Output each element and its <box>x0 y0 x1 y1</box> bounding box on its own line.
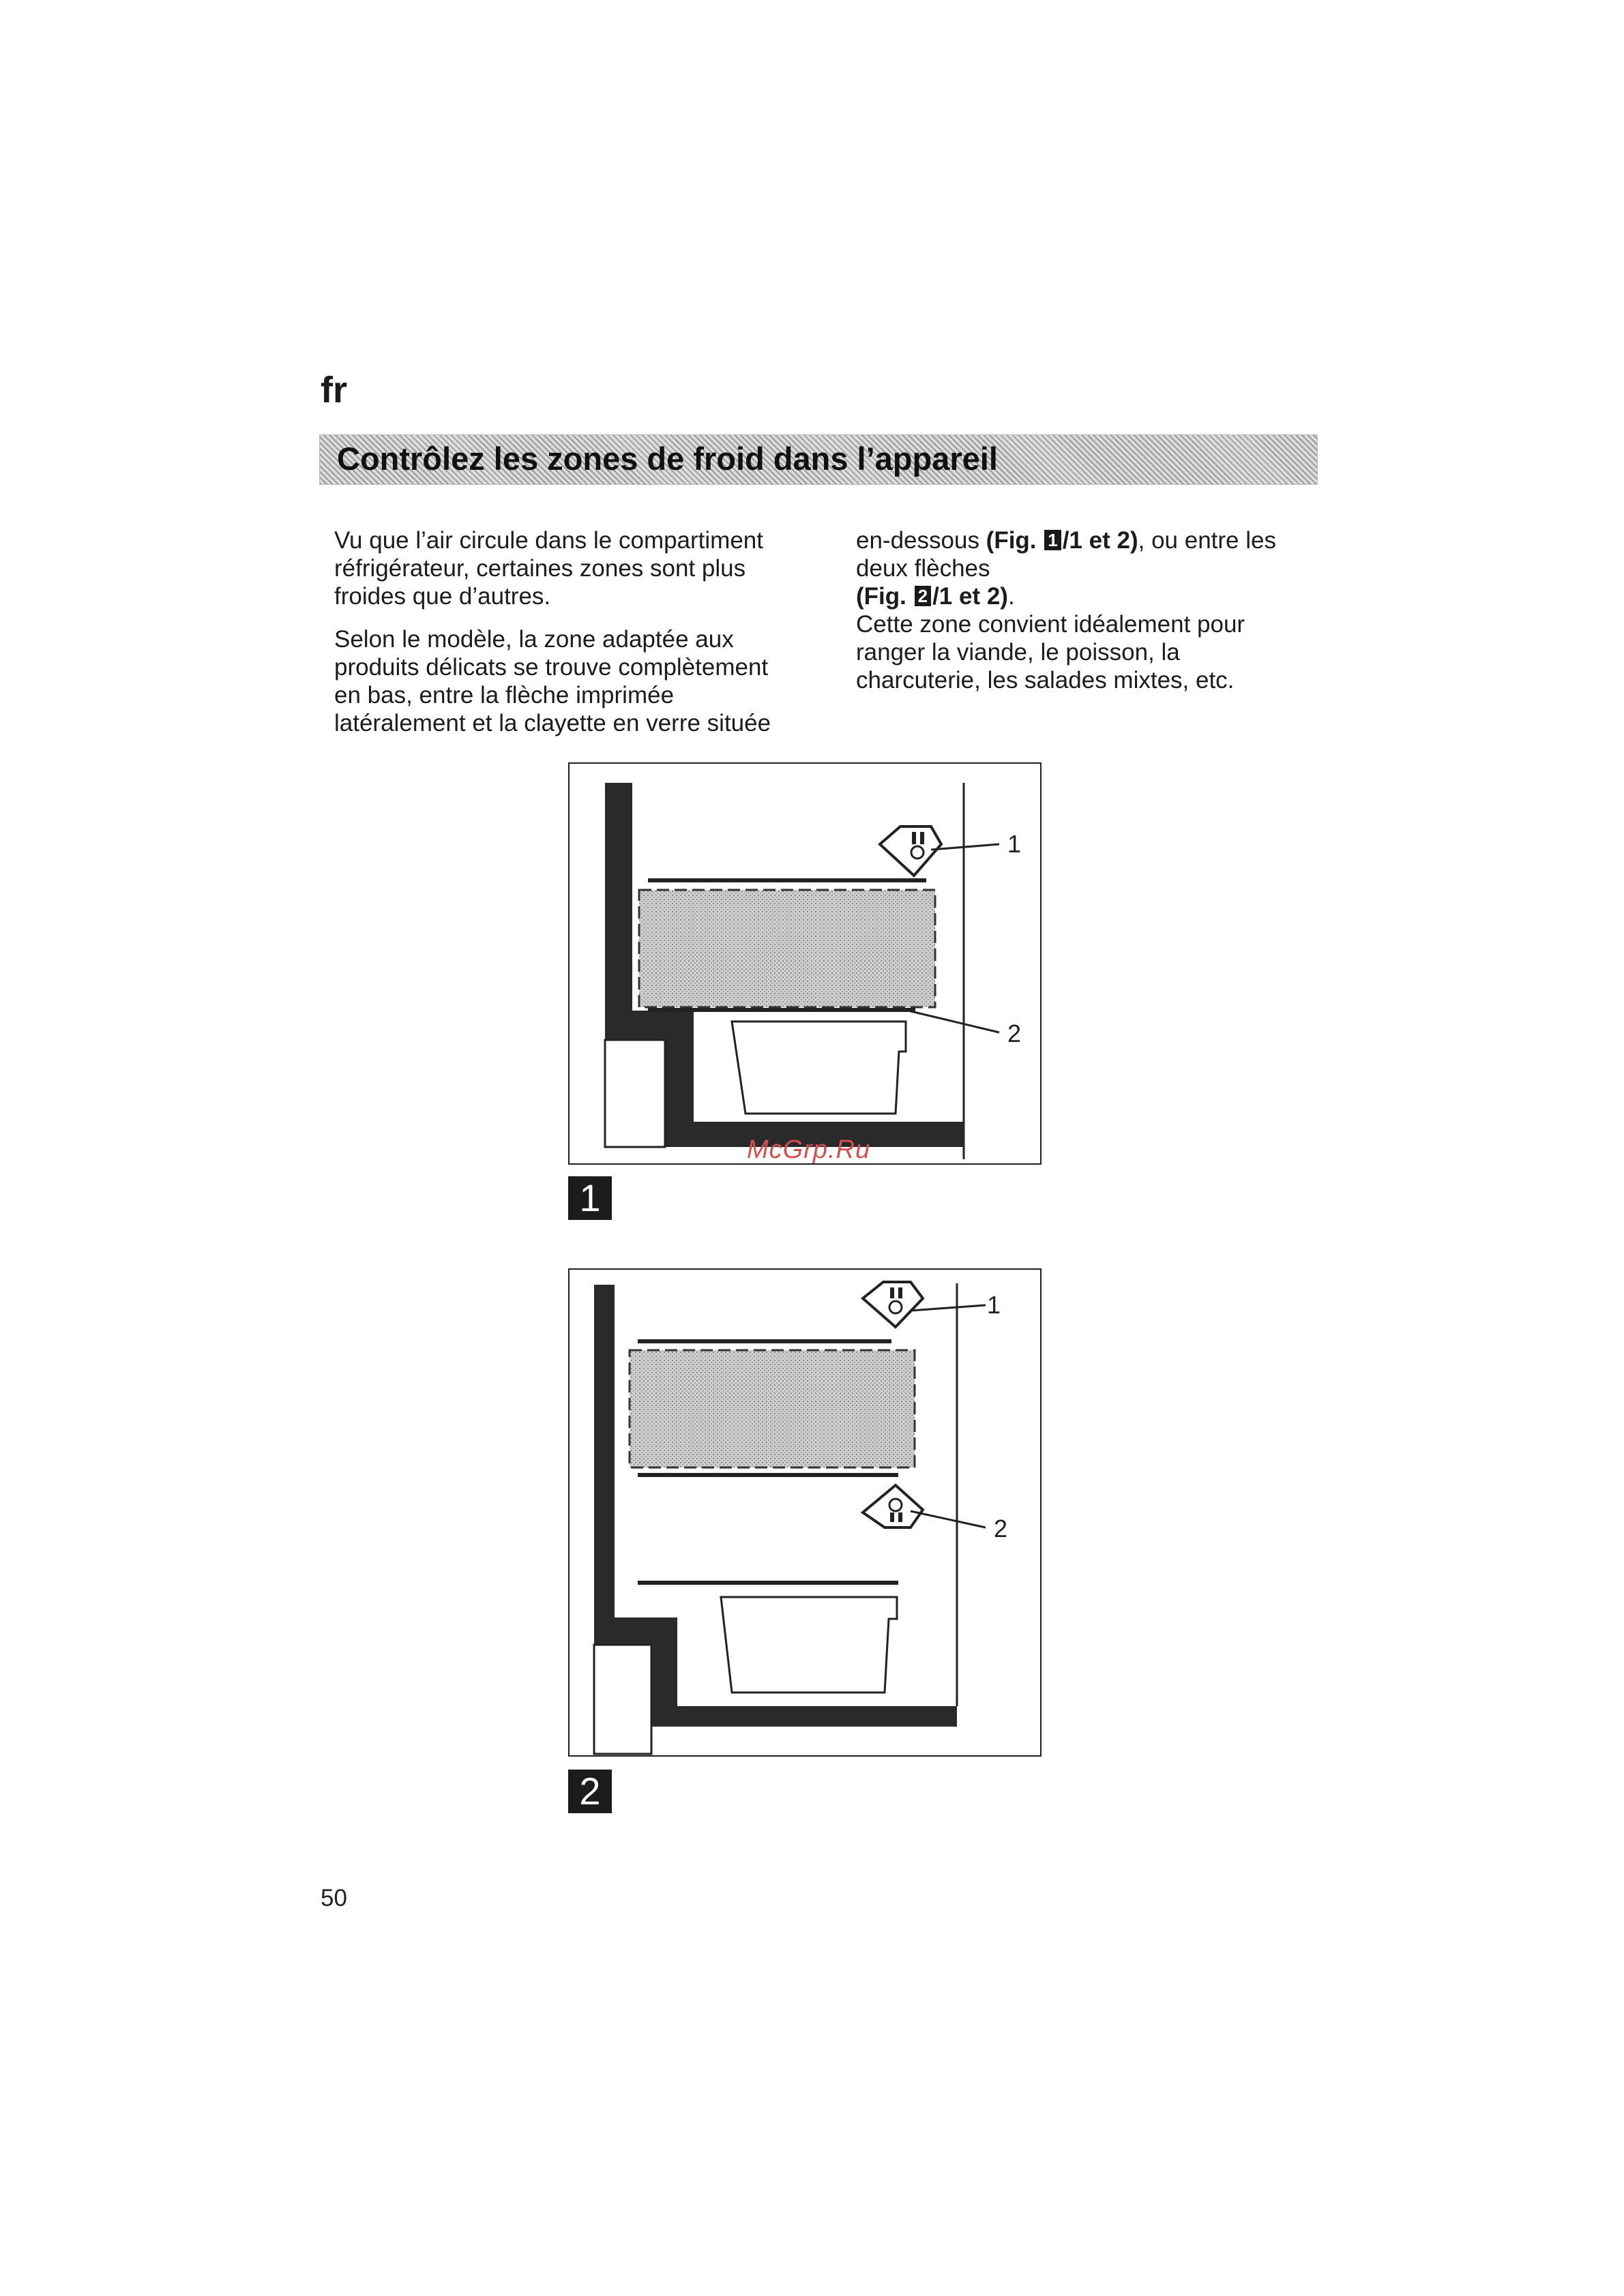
glass-shelf-lower <box>648 1008 915 1012</box>
callout-label-2: 2 <box>1007 1019 1022 1047</box>
figure-2-diagram <box>568 1268 1042 1757</box>
text-line: Selon le modèle, la zone adaptée aux <box>334 626 734 653</box>
watermark: McGrp.Ru <box>747 1135 871 1164</box>
text-line: charcuterie, les salades mixtes, etc. <box>856 667 1235 694</box>
callout-label-1: 1 <box>1007 830 1022 858</box>
fig-badge-inline: 2 <box>915 586 931 606</box>
vegetable-drawer <box>721 1597 897 1693</box>
text-run: /1 et 2) <box>1062 527 1138 554</box>
language-code: fr <box>321 370 347 411</box>
temperature-indicator-icon <box>863 1282 923 1327</box>
figure-1-svg <box>570 764 1040 1163</box>
callout-line-1 <box>911 1305 986 1311</box>
callout-line-2 <box>905 1010 999 1032</box>
paragraph-zone-location <box>334 625 825 737</box>
text-run: /1 et 2) <box>932 583 1008 610</box>
text-run: (Fig. <box>986 527 1044 554</box>
text-line: en bas, entre la flèche imprimée <box>334 682 675 709</box>
left-text-column <box>334 526 825 752</box>
figure-1-diagram <box>568 762 1042 1165</box>
cold-zone-area <box>639 890 935 1007</box>
text-line: Cette zone convient idéalement pour <box>856 611 1245 638</box>
text-line: froides que d’autres. <box>334 583 551 610</box>
temperature-indicator-icon <box>863 1485 923 1527</box>
text-line <box>856 526 1320 554</box>
paragraph-airflow <box>334 526 825 610</box>
glass-shelf-upper <box>638 1339 891 1343</box>
page-number: 50 <box>321 1885 347 1911</box>
text-line: latéralement et la clayette en verre située <box>334 710 771 736</box>
text-line: réfrigérateur, certaines zones sont plus <box>334 555 746 582</box>
text-run: (Fig. <box>856 583 913 610</box>
fig-badge-inline: 1 <box>1044 530 1061 550</box>
text-line: produits délicats se trouve complètement <box>334 654 769 681</box>
text-line: ranger la viande, le poisson, la <box>856 639 1180 666</box>
text-run: . <box>1007 583 1015 610</box>
fig-reference <box>856 583 1008 610</box>
text-run: , ou entre les <box>1138 527 1276 554</box>
section-title: Contrôlez les zones de froid dans l’appareil <box>337 441 998 477</box>
lower-compartment <box>594 1645 651 1754</box>
text-line: Vu que l’air circule dans le compartiment <box>334 527 763 554</box>
text-run: en-dessous <box>856 527 986 554</box>
text-line <box>856 582 1320 610</box>
fig-reference <box>986 527 1138 554</box>
cold-zone-area <box>630 1350 915 1467</box>
figure-number-badge: 1 <box>568 1176 612 1220</box>
temperature-indicator-icon <box>880 826 941 876</box>
vegetable-drawer <box>732 1022 906 1114</box>
right-text-column <box>856 526 1320 694</box>
callout-label-2: 2 <box>994 1515 1008 1542</box>
figure-2-svg <box>570 1270 1040 1755</box>
callout-line-2 <box>911 1511 986 1527</box>
callout-label-1: 1 <box>987 1291 1001 1319</box>
figure-number-badge: 2 <box>568 1770 612 1813</box>
glass-shelf-upper <box>648 878 926 882</box>
text-line: deux flèches <box>856 555 990 582</box>
lower-compartment <box>605 1040 665 1147</box>
glass-shelf-middle <box>638 1473 898 1477</box>
glass-shelf-lower <box>638 1581 898 1585</box>
